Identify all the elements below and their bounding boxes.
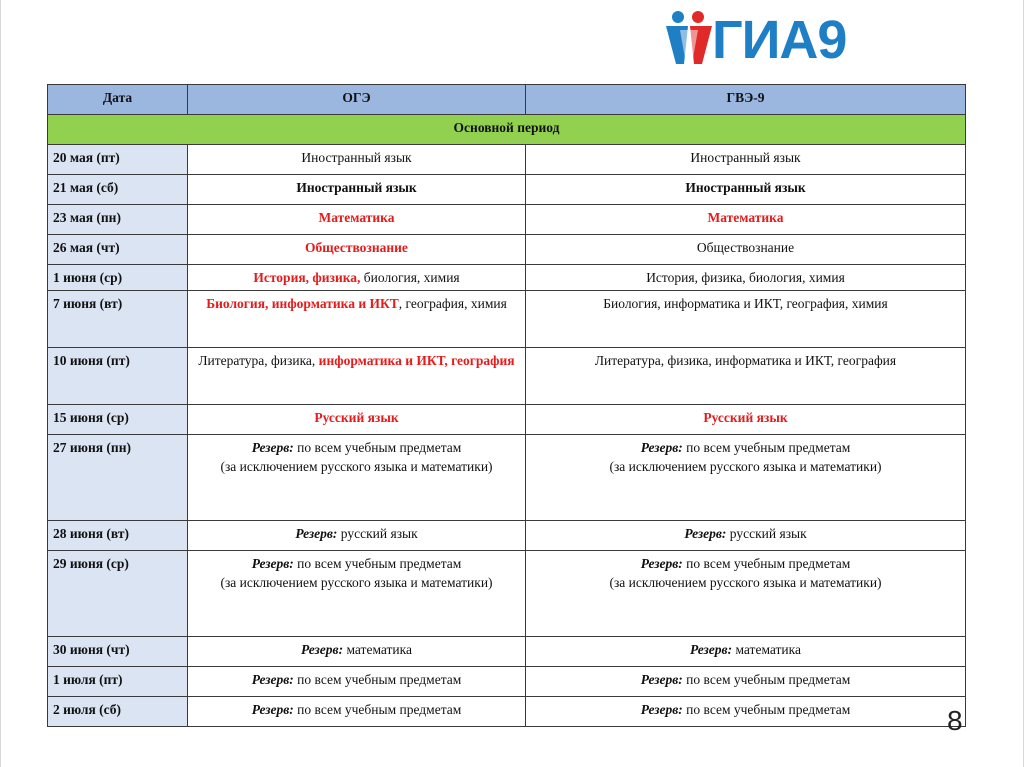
row-date: 15 июня (ср) <box>48 405 188 435</box>
gve-text: по всем учебным предметам <box>682 702 851 717</box>
reserve-label: Резерв: <box>251 556 294 571</box>
row-gve <box>526 435 966 521</box>
oge-text: математика <box>343 642 413 657</box>
row-gve <box>526 637 966 667</box>
row-oge <box>188 521 526 551</box>
header-gve: ГВЭ-9 <box>526 85 966 115</box>
row-oge <box>188 265 526 291</box>
page-number: 8 <box>947 705 963 736</box>
table-row <box>48 435 966 521</box>
table-row <box>48 637 966 667</box>
row-oge: Иностранный язык <box>188 175 526 205</box>
gve-note: (за исключением русского языка и математики) <box>609 459 882 474</box>
gve-text: математика <box>732 642 802 657</box>
row-oge <box>188 667 526 697</box>
exam-schedule-table <box>47 84 966 727</box>
oge-highlight: История, физика, <box>253 270 361 285</box>
row-oge <box>188 435 526 521</box>
gve-text: русский язык <box>726 526 807 541</box>
gve-text: по всем учебным предметам <box>682 440 851 455</box>
row-date: 7 июня (вт) <box>48 291 188 348</box>
row-date: 27 июня (пн) <box>48 435 188 521</box>
oge-text: по всем учебным предметам <box>293 440 462 455</box>
row-gve: История, физика, биология, химия <box>526 265 966 291</box>
oge-highlight: Биология, информатика и ИКТ <box>206 296 399 311</box>
oge-highlight: информатика и ИКТ, география <box>318 353 515 368</box>
row-gve: Математика <box>526 205 966 235</box>
row-date: 30 июня (чт) <box>48 637 188 667</box>
table-row <box>48 551 966 637</box>
table-row <box>48 235 966 265</box>
reserve-label: Резерв: <box>300 642 344 657</box>
row-date: 1 июня (ср) <box>48 265 188 291</box>
row-gve <box>526 697 966 727</box>
row-oge <box>188 551 526 637</box>
row-oge <box>188 637 526 667</box>
oge-rest: биология, химия <box>360 270 460 285</box>
oge-rest: , география, химия <box>398 296 507 311</box>
row-gve: Иностранный язык <box>526 145 966 175</box>
row-date: 29 июня (ср) <box>48 551 188 637</box>
row-gve: Иностранный язык <box>526 175 966 205</box>
oge-note: (за исключением русского языка и математики) <box>220 575 493 590</box>
row-oge <box>188 348 526 405</box>
table-row <box>48 175 966 205</box>
table-row <box>48 291 966 348</box>
table-row <box>48 348 966 405</box>
table-row <box>48 667 966 697</box>
row-date: 23 мая (пн) <box>48 205 188 235</box>
oge-text: по всем учебным предметам <box>293 556 462 571</box>
row-gve: Обществознание <box>526 235 966 265</box>
row-oge <box>188 291 526 348</box>
table-row <box>48 205 966 235</box>
oge-text: по всем учебным предметам <box>293 702 462 717</box>
row-date: 26 мая (чт) <box>48 235 188 265</box>
oge-text: по всем учебным предметам <box>293 672 462 687</box>
row-date: 28 июня (вт) <box>48 521 188 551</box>
row-oge: Математика <box>188 205 526 235</box>
logo-text: ГИА9 <box>712 10 847 70</box>
gve-note: (за исключением русского языка и математики) <box>609 575 882 590</box>
table-row <box>48 521 966 551</box>
table-header-row <box>48 85 966 115</box>
table-row <box>48 697 966 727</box>
gve-text: по всем учебным предметам <box>682 556 851 571</box>
reserve-label: Резерв: <box>251 672 294 687</box>
row-date: 1 июля (пт) <box>48 667 188 697</box>
reserve-label: Резерв: <box>689 642 733 657</box>
header-date: Дата <box>48 85 188 115</box>
row-gve: Литература, физика, информатика и ИКТ, география <box>526 348 966 405</box>
table-row <box>48 405 966 435</box>
oge-plain: Литература, физика, <box>198 353 319 368</box>
reserve-label: Резерв: <box>640 702 683 717</box>
row-gve: Биология, информатика и ИКТ, география, химия <box>526 291 966 348</box>
row-gve <box>526 551 966 637</box>
logo-figures-icon <box>664 8 714 68</box>
period-row <box>48 115 966 145</box>
row-date: 2 июля (сб) <box>48 697 188 727</box>
row-oge <box>188 697 526 727</box>
row-gve: Русский язык <box>526 405 966 435</box>
row-date: 21 мая (сб) <box>48 175 188 205</box>
row-date: 20 мая (пт) <box>48 145 188 175</box>
reserve-label: Резерв: <box>640 556 683 571</box>
table-row <box>48 145 966 175</box>
header-oge: ОГЭ <box>188 85 526 115</box>
row-gve <box>526 667 966 697</box>
gia9-logo <box>664 6 864 70</box>
period-label: Основной период <box>48 115 966 145</box>
table-row <box>48 265 966 291</box>
gve-text: по всем учебным предметам <box>682 672 851 687</box>
reserve-label: Резерв: <box>640 672 683 687</box>
reserve-label: Резерв: <box>251 702 294 717</box>
oge-note: (за исключением русского языка и математики) <box>220 459 493 474</box>
reserve-label: Резерв: <box>640 440 683 455</box>
row-gve <box>526 521 966 551</box>
reserve-label: Резерв: <box>251 440 294 455</box>
oge-text: русский язык <box>337 526 418 541</box>
row-oge: Обществознание <box>188 235 526 265</box>
row-date: 10 июня (пт) <box>48 348 188 405</box>
reserve-label: Резерв: <box>295 526 338 541</box>
row-oge: Русский язык <box>188 405 526 435</box>
reserve-label: Резерв: <box>684 526 727 541</box>
row-oge: Иностранный язык <box>188 145 526 175</box>
